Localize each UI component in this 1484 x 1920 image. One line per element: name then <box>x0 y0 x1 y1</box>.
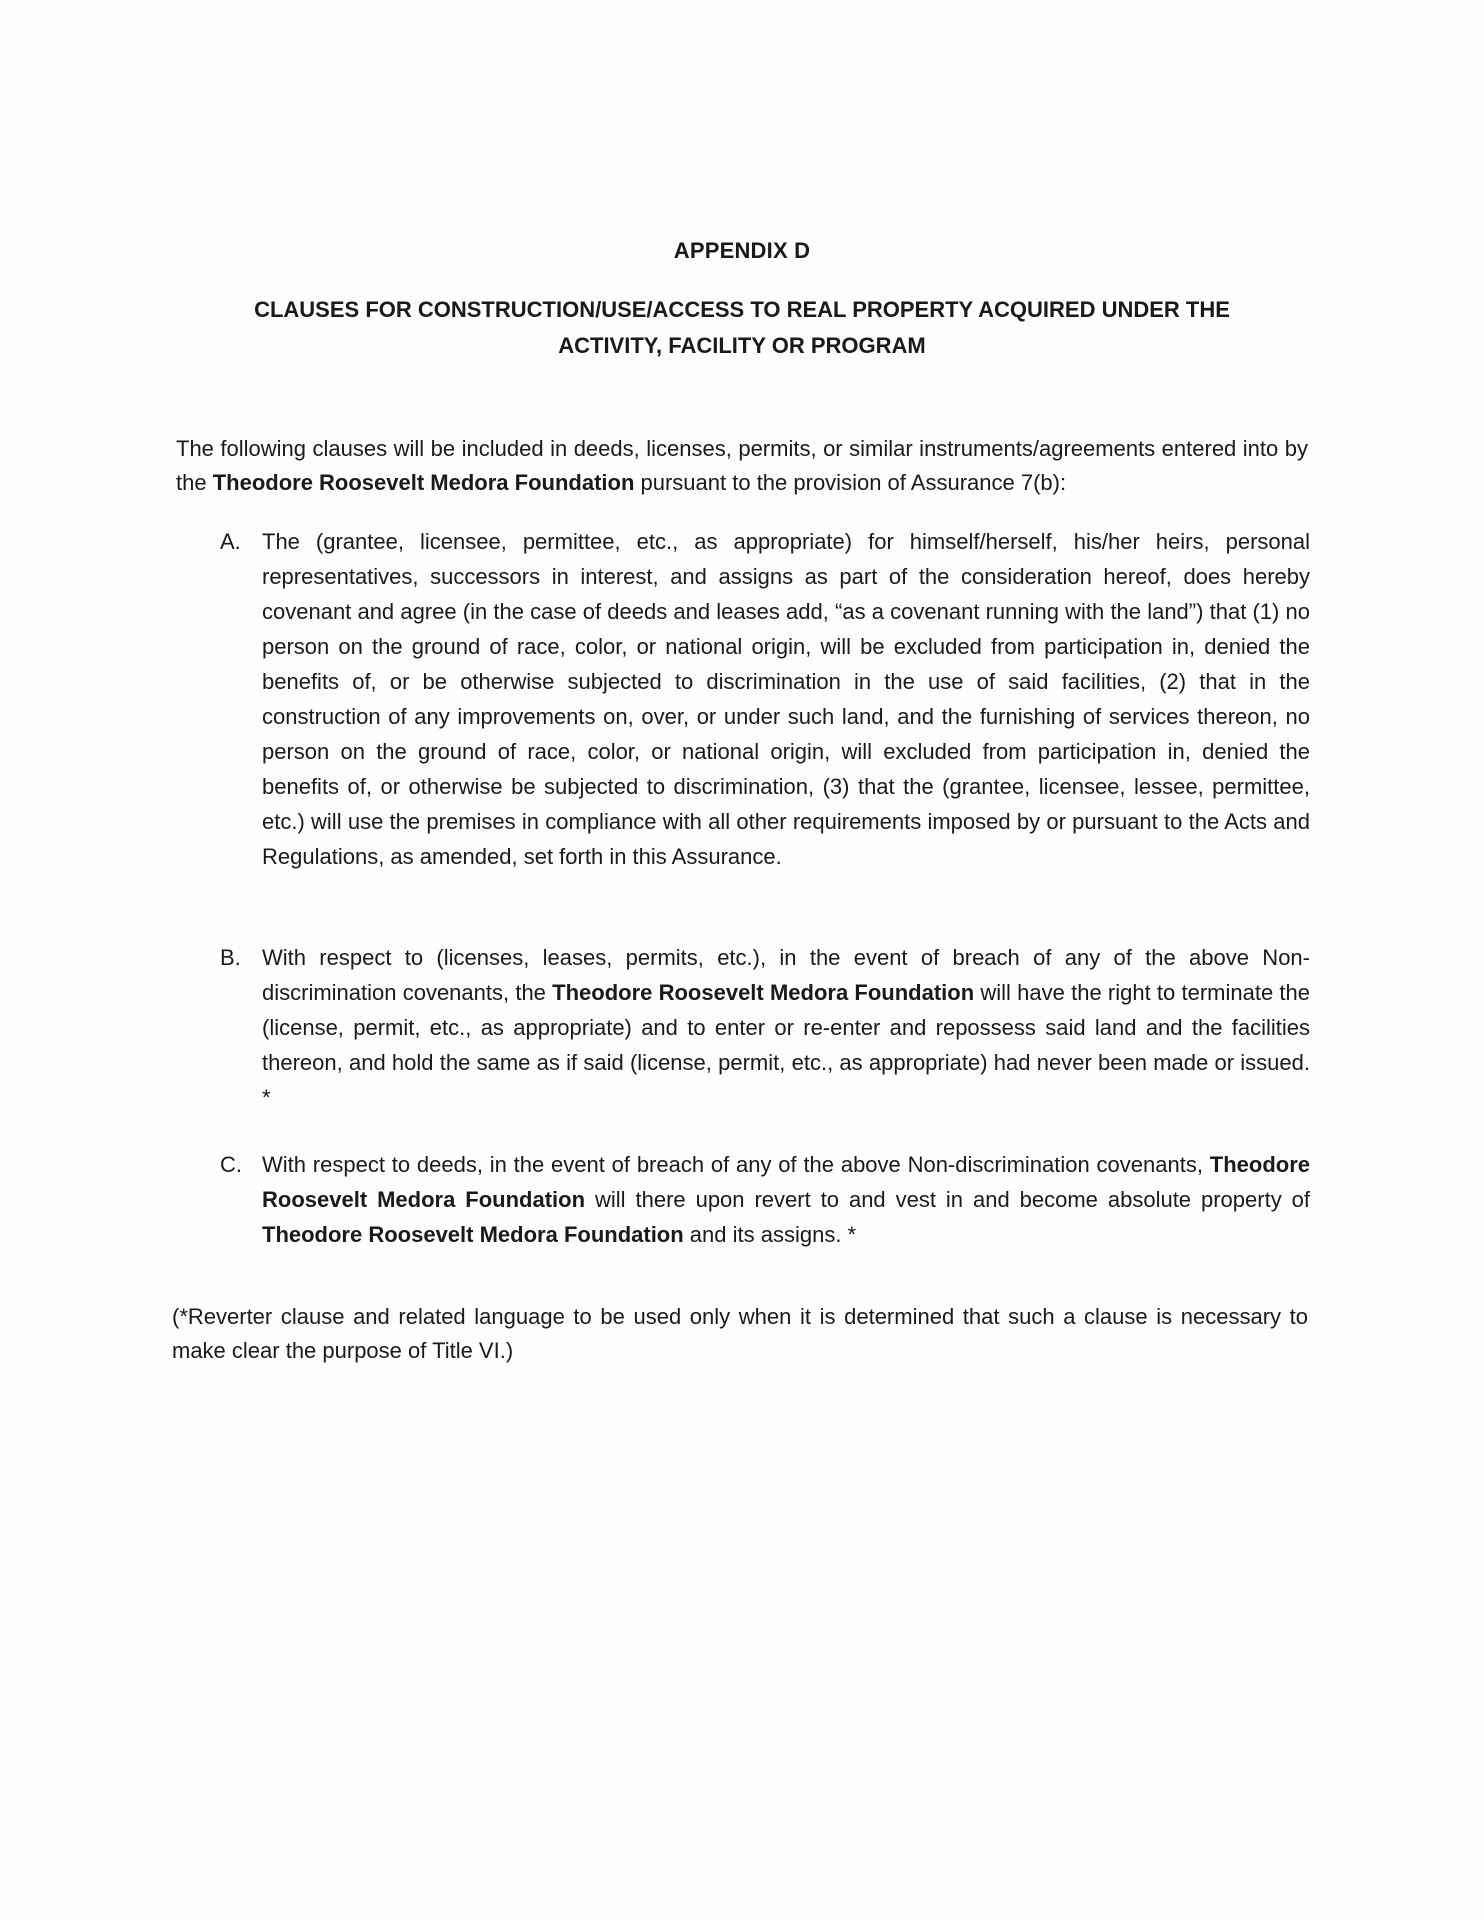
clause-c <box>220 1147 1310 1252</box>
appendix-title: APPENDIX D <box>673 238 811 263</box>
clause-c-text <box>262 1147 1310 1252</box>
clause-a <box>220 524 1310 874</box>
clause-c-letter: C. <box>220 1152 242 1177</box>
clause-a-letter: A. <box>220 529 241 554</box>
intro-org-name: Theodore Roosevelt Medora Foundation <box>212 470 635 495</box>
intro-text-before: The following clauses will be included in deeds, licenses, permits, or similar instruments/agreements entered into by the <box>176 436 1308 495</box>
clause-b-text <box>262 940 1310 1115</box>
clause-c-text-after: and its assigns. * <box>683 1222 857 1247</box>
clause-b-text-before: With respect to (licenses, leases, permits, etc.), in the event of breach of any of the above Non-discrimination covenants, the <box>262 945 1310 1005</box>
page-title: CLAUSES FOR CONSTRUCTION/USE/ACCESS TO REAL PROPERTY ACQUIRED UNDER THE ACTIVITY, FACILITY OR PROGRAM <box>254 297 1230 358</box>
intro-text-after: pursuant to the provision of Assurance 7(b): <box>634 470 1067 495</box>
clause-b-text-after: will have the right to terminate the (license, permit, etc., as appropriate) and to enter or re-enter and repossess said land and the facilities thereon, and hold the same as if said (license, permit, etc., as appropriate) had never been made or issued. * <box>262 980 1310 1110</box>
clause-b <box>220 940 1310 1115</box>
clause-c-org-name-1: Theodore Roosevelt Medora Foundation <box>262 1152 1310 1212</box>
footnote: (*Reverter clause and related language to be used only when it is determined that such a clause is necessary to make clear the purpose of Title VI.) <box>172 1304 1308 1363</box>
clause-b-org-name: Theodore Roosevelt Medora Foundation <box>552 980 975 1005</box>
clause-a-text: The (grantee, licensee, permittee, etc., as appropriate) for himself/herself, his/her heirs, personal representatives, successors in interest, and assigns as part of the consideration hereof, does hereby covenant and agree (in the case of deeds and leases add, “as a covenant running with the land”) that (1) no person on the ground of race, color, or national origin, will be excluded from participation in, denied the benefits of, or be otherwise subjected to discrimination in the use of said facilities, (2) that in the construction of any improvements on, over, or under such land, and the furnishing of services thereon, no person on the ground of race, color, or national origin, will excluded from participation in, denied the benefits of, or otherwise be subjected to discrimination, (3) that the (grantee, licensee, lessee, permittee, etc.) will use the premises in compliance with all other requirements imposed by or pursuant to the Acts and Regulations, as amended, set forth in this Assurance. <box>262 529 1310 869</box>
clause-b-letter: B. <box>220 945 241 970</box>
intro-paragraph <box>176 432 1308 500</box>
clause-c-text-before: With respect to deeds, in the event of breach of any of the above Non-discrimination covenants, <box>262 1152 1210 1177</box>
clause-c-org-name-2: Theodore Roosevelt Medora Foundation <box>262 1222 684 1247</box>
clause-c-text-middle: will there upon revert to and vest in and become absolute property of <box>585 1187 1310 1212</box>
